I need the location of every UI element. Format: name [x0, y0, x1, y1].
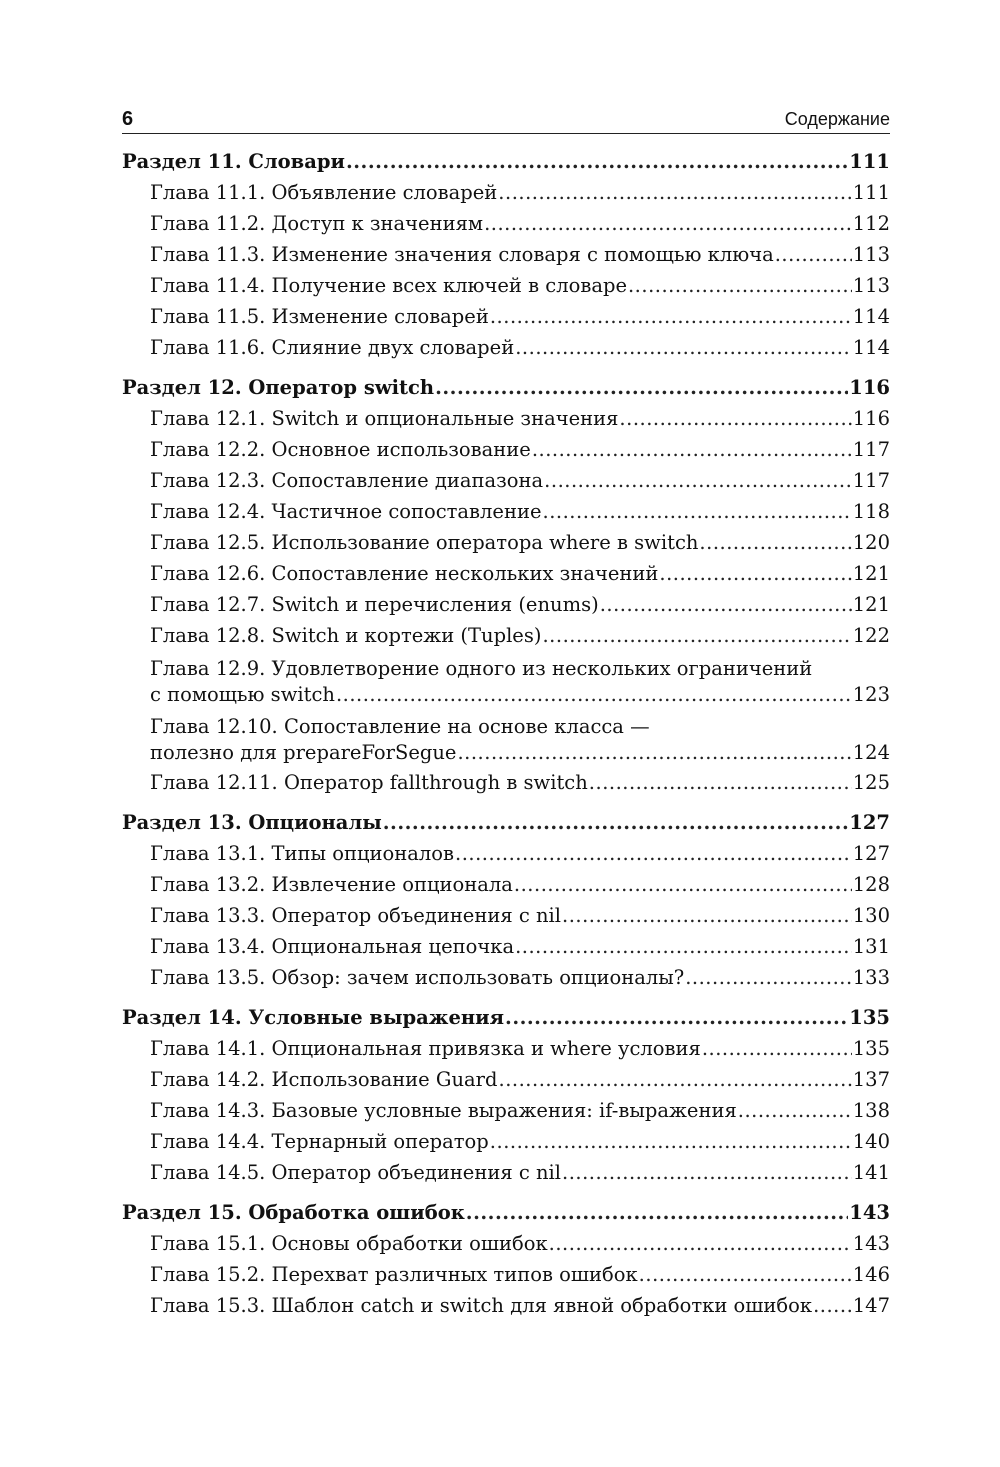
- toc-chapter-entry[interactable]: [122, 1232, 890, 1263]
- entry-page-number: 113: [852, 243, 890, 266]
- dot-leader: [542, 624, 851, 647]
- dot-leader: [455, 842, 852, 865]
- chapter-title-continuation: [150, 741, 890, 771]
- toc-chapter-entry[interactable]: [122, 966, 890, 997]
- entry-title: Раздел 11. Словари: [122, 150, 345, 173]
- dot-leader: [498, 181, 851, 204]
- dot-leader: [600, 593, 852, 616]
- dot-leader: [484, 212, 852, 235]
- dot-leader: [702, 1037, 852, 1060]
- entry-title: с помощью switch: [150, 683, 335, 706]
- dot-leader: [738, 1099, 852, 1122]
- toc-section-entry[interactable]: [122, 1201, 890, 1232]
- toc-chapter-entry[interactable]: [122, 274, 890, 305]
- entry-title: Раздел 15. Обработка ошибок: [122, 1201, 465, 1224]
- entry-title: Глава 13.1. Типы опционалов: [150, 842, 455, 865]
- entry-title: Глава 12.1. Switch и опциональные значения: [150, 407, 619, 430]
- toc-chapter-entry[interactable]: [122, 935, 890, 966]
- toc-chapter-entry[interactable]: [122, 469, 890, 500]
- entry-page-number: 117: [852, 469, 890, 492]
- toc-chapter-entry[interactable]: [122, 1130, 890, 1161]
- chapter-title-continuation: [150, 683, 890, 713]
- toc-chapter-entry[interactable]: [122, 1068, 890, 1099]
- dot-leader: [457, 741, 851, 764]
- entry-title: Глава 12.6. Сопоставление нескольких значений: [150, 562, 659, 585]
- dot-leader: [562, 904, 852, 927]
- entry-title: Глава 15.1. Основы обработки ошибок: [150, 1232, 548, 1255]
- entry-title: Раздел 12. Оператор switch: [122, 376, 435, 399]
- entry-page-number: 116: [849, 376, 890, 399]
- entry-page-number: 121: [852, 562, 890, 585]
- dot-leader: [543, 500, 852, 523]
- toc-chapter-entry[interactable]: [122, 873, 890, 904]
- dot-leader: [699, 531, 851, 554]
- toc-chapter-entry[interactable]: [122, 1161, 890, 1192]
- dot-leader: [490, 305, 852, 328]
- dot-leader: [532, 438, 852, 461]
- entry-title: полезно для prepareForSegue: [150, 741, 457, 764]
- entry-page-number: 131: [852, 935, 890, 958]
- entry-title: Глава 13.4. Опциональная цепочка: [150, 935, 515, 958]
- page-header: [122, 108, 890, 134]
- entry-page-number: 118: [852, 500, 890, 523]
- entry-title: Глава 14.3. Базовые условные выражения: if-выражения: [150, 1099, 737, 1122]
- dot-leader: [505, 1006, 848, 1029]
- entry-title: Глава 12.2. Основное использование: [150, 438, 531, 461]
- entry-page-number: 146: [852, 1263, 890, 1286]
- entry-page-number: 111: [849, 150, 890, 173]
- entry-title: Глава 13.3. Оператор объединения с nil: [150, 904, 561, 927]
- toc-chapter-entry[interactable]: [122, 336, 890, 367]
- toc-chapter-entry[interactable]: [122, 562, 890, 593]
- entry-title: Глава 14.5. Оператор объединения с nil: [150, 1161, 561, 1184]
- toc-section: [122, 1201, 890, 1325]
- toc-chapter-entry[interactable]: [122, 181, 890, 212]
- entry-page-number: 123: [852, 683, 890, 706]
- dot-leader: [775, 243, 852, 266]
- entry-page-number: 140: [852, 1130, 890, 1153]
- entry-title: Глава 12.11. Оператор fallthrough в switch: [150, 771, 588, 794]
- dot-leader: [336, 683, 852, 706]
- entry-title: Глава 14.2. Использование Guard: [150, 1068, 498, 1091]
- toc-chapter-entry[interactable]: [122, 655, 890, 713]
- toc-section-entry[interactable]: [122, 1006, 890, 1037]
- entry-page-number: 143: [849, 1201, 890, 1224]
- dot-leader: [544, 469, 852, 492]
- entry-page-number: 127: [852, 842, 890, 865]
- toc-section-entry[interactable]: [122, 376, 890, 407]
- dot-leader: [490, 1130, 852, 1153]
- entry-page-number: 117: [852, 438, 890, 461]
- dot-leader: [619, 407, 851, 430]
- toc-section: [122, 150, 890, 367]
- toc-section: [122, 1006, 890, 1192]
- entry-title: Раздел 14. Условные выражения: [122, 1006, 505, 1029]
- entry-title: Глава 15.3. Шаблон catch и switch для явной обработки ошибок: [150, 1294, 813, 1317]
- dot-leader: [466, 1201, 848, 1224]
- table-of-contents: [122, 150, 890, 1334]
- dot-leader: [813, 1294, 852, 1317]
- toc-chapter-entry[interactable]: [122, 593, 890, 624]
- dot-leader: [346, 150, 848, 173]
- entry-page-number: 137: [852, 1068, 890, 1091]
- entry-title: Глава 12.5. Использование оператора where в switch: [150, 531, 699, 554]
- toc-chapter-entry[interactable]: [122, 438, 890, 469]
- entry-title: Глава 14.1. Опциональная привязка и where условия: [150, 1037, 701, 1060]
- toc-chapter-entry[interactable]: [122, 243, 890, 274]
- dot-leader: [515, 935, 852, 958]
- entry-title: Глава 12.8. Switch и кортежи (Tuples): [150, 624, 542, 647]
- dot-leader: [628, 274, 852, 297]
- dot-leader: [639, 1263, 852, 1286]
- toc-chapter-entry[interactable]: [122, 842, 890, 873]
- dot-leader: [549, 1232, 852, 1255]
- dot-leader: [435, 376, 848, 399]
- toc-chapter-entry[interactable]: [122, 624, 890, 655]
- entry-page-number: 114: [852, 336, 890, 359]
- entry-page-number: 128: [852, 873, 890, 896]
- entry-title: Глава 11.3. Изменение значения словаря с помощью ключа: [150, 243, 774, 266]
- dot-leader: [383, 811, 849, 834]
- entry-title: Глава 13.5. Обзор: зачем использовать опционалы?: [150, 966, 685, 989]
- toc-chapter-entry[interactable]: [122, 1294, 890, 1325]
- entry-title: Глава 15.2. Перехват различных типов ошибок: [150, 1263, 638, 1286]
- toc-chapter-entry[interactable]: [122, 305, 890, 336]
- toc-section: [122, 376, 890, 802]
- chapter-title-line: Глава 12.10. Сопоставление на основе класса —: [150, 715, 650, 738]
- entry-title: Глава 11.6. Слияние двух словарей: [150, 336, 515, 359]
- entry-page-number: 141: [852, 1161, 890, 1184]
- dot-leader: [515, 336, 852, 359]
- entry-page-number: 130: [852, 904, 890, 927]
- entry-page-number: 120: [852, 531, 890, 554]
- page-number: 6: [122, 108, 134, 130]
- toc-chapter-entry[interactable]: [122, 531, 890, 562]
- entry-page-number: 112: [852, 212, 890, 235]
- toc-section-entry[interactable]: [122, 811, 890, 842]
- toc-section-entry[interactable]: [122, 150, 890, 181]
- entry-page-number: 122: [852, 624, 890, 647]
- dot-leader: [514, 873, 852, 896]
- entry-title: Глава 12.4. Частичное сопоставление: [150, 500, 542, 523]
- toc-chapter-entry[interactable]: [122, 1263, 890, 1294]
- toc-chapter-entry[interactable]: [122, 904, 890, 935]
- toc-chapter-entry[interactable]: [122, 212, 890, 243]
- chapter-title-line: Глава 12.9. Удовлетворение одного из нескольких ограничений: [150, 657, 813, 680]
- entry-title: Глава 11.5. Изменение словарей: [150, 305, 489, 328]
- entry-page-number: 133: [852, 966, 890, 989]
- dot-leader: [685, 966, 852, 989]
- toc-section: [122, 811, 890, 997]
- entry-page-number: 125: [852, 771, 890, 794]
- entry-page-number: 121: [852, 593, 890, 616]
- entry-title: Глава 11.4. Получение всех ключей в словаре: [150, 274, 627, 297]
- entry-title: Глава 12.3. Сопоставление диапазона: [150, 469, 544, 492]
- entry-page-number: 135: [849, 1006, 890, 1029]
- entry-title: Глава 11.1. Объявление словарей: [150, 181, 498, 204]
- toc-chapter-entry[interactable]: [122, 771, 890, 802]
- toc-chapter-entry[interactable]: [122, 713, 890, 771]
- entry-page-number: 124: [852, 741, 890, 764]
- entry-page-number: 135: [852, 1037, 890, 1060]
- entry-page-number: 114: [852, 305, 890, 328]
- entry-page-number: 143: [852, 1232, 890, 1255]
- dot-leader: [499, 1068, 852, 1091]
- toc-chapter-entry[interactable]: [122, 500, 890, 531]
- entry-title: Раздел 13. Опционалы: [122, 811, 382, 834]
- dot-leader: [589, 771, 852, 794]
- dot-leader: [659, 562, 851, 585]
- entry-page-number: 111: [852, 181, 890, 204]
- entry-title: Глава 11.2. Доступ к значениям: [150, 212, 484, 235]
- entry-page-number: 147: [852, 1294, 890, 1317]
- toc-chapter-entry[interactable]: [122, 1037, 890, 1068]
- entry-page-number: 138: [852, 1099, 890, 1122]
- entry-page-number: 127: [849, 811, 890, 834]
- dot-leader: [562, 1161, 852, 1184]
- entry-title: Глава 14.4. Тернарный оператор: [150, 1130, 489, 1153]
- toc-chapter-entry[interactable]: [122, 407, 890, 438]
- entry-title: Глава 13.2. Извлечение опционала: [150, 873, 513, 896]
- running-title: Содержание: [784, 109, 890, 129]
- entry-page-number: 116: [852, 407, 890, 430]
- entry-title: Глава 12.7. Switch и перечисления (enums): [150, 593, 599, 616]
- entry-page-number: 113: [852, 274, 890, 297]
- toc-chapter-entry[interactable]: [122, 1099, 890, 1130]
